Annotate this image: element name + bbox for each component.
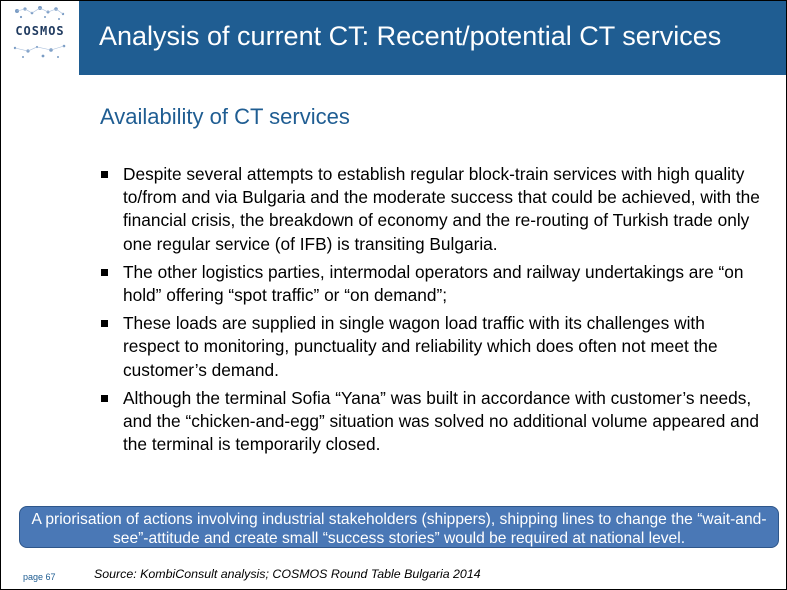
square-bullet-icon bbox=[101, 171, 108, 178]
bullet-text: These loads are supplied in single wagon load traffic with its challenges with respect to monitoring, punctuality and reliability which does often not meet the customer’s demand. bbox=[123, 313, 718, 380]
square-bullet-icon bbox=[101, 269, 108, 276]
header-bar bbox=[1, 1, 786, 75]
square-bullet-icon bbox=[101, 320, 108, 327]
page-number: page 67 bbox=[23, 572, 56, 582]
section-subtitle: Availability of CT services bbox=[100, 104, 350, 129]
square-bullet-icon bbox=[101, 395, 108, 402]
bullet-item bbox=[123, 312, 763, 382]
source-note: Source: KombiConsult analysis; COSMOS Round Table Bulgaria 2014 bbox=[94, 567, 481, 581]
bullet-text: Despite several attempts to establish regular block-train services with high quality to/from and via Bulgaria and the moderate success that could be achieved, with the financial crisis, the breakdown of economy and the re-routing of Turkish trade only one regular service (of IFB) is transiting Bulgaria. bbox=[123, 164, 760, 254]
slide-title: Analysis of current CT: Recent/potential CT services bbox=[99, 21, 722, 51]
bullet-item bbox=[123, 261, 763, 307]
bullet-text: Although the terminal Sofia “Yana” was built in accordance with customer’s needs, and the “chicken-and-egg” situation was solved no additional volume appeared and the terminal is temporarily closed. bbox=[123, 387, 759, 455]
bullet-text: The other logistics parties, intermodal operators and railway undertakings are “on hold” offering “spot traffic” or “on demand”; bbox=[123, 261, 744, 306]
bullet-item bbox=[123, 163, 763, 256]
cosmos-logo bbox=[1, 1, 79, 75]
bullet-list bbox=[123, 163, 763, 461]
logo-dots-icon bbox=[1, 1, 79, 75]
callout-box: A priorisation of actions involving industrial stakeholders (shippers), shipping lines to change the “wait-and-see”-attitude and create small “success stories” would be required at national level. bbox=[19, 506, 779, 548]
logo-text: COSMOS bbox=[15, 24, 65, 38]
bullet-item bbox=[123, 387, 763, 457]
